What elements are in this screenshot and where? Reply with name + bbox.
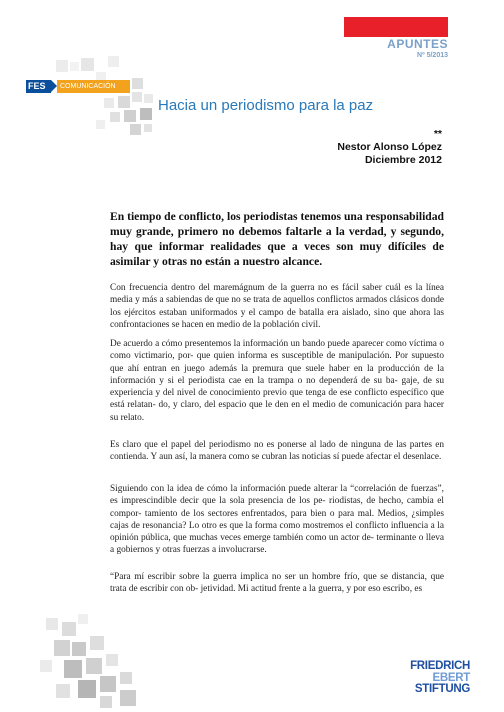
- mosaic-square: [64, 660, 82, 678]
- series-number: Nº 5/2013: [417, 52, 448, 59]
- mosaic-square: [56, 684, 70, 698]
- accent-bar: [344, 17, 448, 37]
- mosaic-square: [96, 120, 105, 129]
- mosaic-square: [78, 680, 96, 698]
- footnote-mark: **: [433, 128, 442, 140]
- mosaic-square: [46, 618, 58, 630]
- mosaic-square: [132, 78, 143, 89]
- mosaic-square: [56, 60, 68, 72]
- body-paragraph: “Para mí escribir sobre la guerra implica no ser un hombre frío, que se distancia, que trata de escribir con ob- jetividad. Mi actitud frente a la guerra, y por eso escribo, es: [110, 572, 444, 595]
- mosaic-square: [144, 124, 152, 132]
- logo-line: FRIEDRICH: [410, 660, 470, 672]
- mosaic-square: [120, 672, 132, 684]
- author-name: Nestor Alonso López: [337, 141, 442, 153]
- mosaic-square: [78, 614, 88, 624]
- logo-line: STIFTUNG: [414, 683, 470, 695]
- mosaic-square: [144, 94, 153, 103]
- publication-date: Diciembre 2012: [364, 154, 442, 166]
- mosaic-square: [124, 110, 136, 122]
- mosaic-square: [140, 108, 152, 120]
- lead-paragraph: En tiempo de conflicto, los periodistas tenemos una responsabilidad muy grande, primero no debemos faltarle a la verdad, y segundo, hay que informar realidades que a veces son muy difíciles de asimilar y otras no están a nuestro alcance.: [110, 210, 444, 268]
- body-paragraph: De acuerdo a cómo presentemos la información un bando puede aparecer como víctima o como victimario, por- que quien informa es susceptible de manipulación. Por supuesto que ahí entran en juego además la premura que suele haber en la producción de la información y si el periodista cae en la trampa o no dependerá de su ba- gaje, de su experiencia y del nivel de conocimiento previo que tenga de ese conflicto específico que está relatan- do, y claro, del espacio que le den en el medio de comunicación para hacer su relato.: [110, 339, 444, 423]
- mosaic-square: [40, 660, 52, 672]
- mosaic-square: [54, 640, 70, 656]
- friedrich-ebert-stiftung-logo: [410, 661, 470, 696]
- body-paragraph: Es claro que el papel del periodismo no es ponerse al lado de ninguna de las partes en contienda. Y aun así, la manera como se cubran las noticias sí puede afectar el desenlace.: [110, 440, 444, 463]
- mosaic-square: [86, 658, 102, 674]
- mosaic-square: [118, 96, 130, 108]
- mosaic-square: [110, 112, 120, 122]
- mosaic-square: [106, 654, 118, 666]
- communication-label: COMUNICACIÓN: [57, 80, 130, 93]
- mosaic-square: [104, 98, 114, 108]
- mosaic-square: [62, 622, 76, 636]
- body-paragraph: Siguiendo con la idea de cómo la información puede alterar la “correlación de fuerzas”, es imprescindible decir que la sola presencia de los pe- riodistas, de hecho, cambia el compor- tamiento de los sectores enfrentados, para bien o para mal. Medios, ¿simples cajas de resonancia? Lo otro es que la forma como mostremos el conflicto influencia a la opinión pública, que muchas veces emerge también como un actor de- terminante o lleva a gobiernos y otras fuerzas a involucrarse.: [110, 484, 444, 556]
- body-paragraph: Con frecuencia dentro del maremágnum de la guerra no es fácil saber cuál es la línea media y más a sabiendas de que no se trata de aquellos conflictos armados clásicos donde los ejércitos estaban uniformados y el campo de batalla era aislado, sino que ahora las confrontaciones se hacen en medio de la población civil.: [110, 283, 444, 330]
- mosaic-square: [130, 124, 141, 135]
- mosaic-square: [90, 636, 104, 650]
- mosaic-square: [81, 58, 94, 71]
- series-title: APUNTES: [387, 37, 448, 51]
- mosaic-square: [132, 92, 142, 102]
- mosaic-square: [120, 690, 136, 706]
- mosaic-square: [108, 56, 119, 67]
- mosaic-square: [70, 62, 79, 71]
- fes-communication-band: [26, 80, 130, 93]
- logo-line: EBERT: [432, 671, 470, 684]
- author-block: [337, 128, 442, 167]
- document-title: Hacia un periodismo para la paz: [158, 97, 374, 114]
- mosaic-square: [100, 696, 112, 708]
- mosaic-square: [100, 676, 116, 692]
- mosaic-square: [72, 642, 86, 656]
- fes-label: FES: [26, 80, 51, 93]
